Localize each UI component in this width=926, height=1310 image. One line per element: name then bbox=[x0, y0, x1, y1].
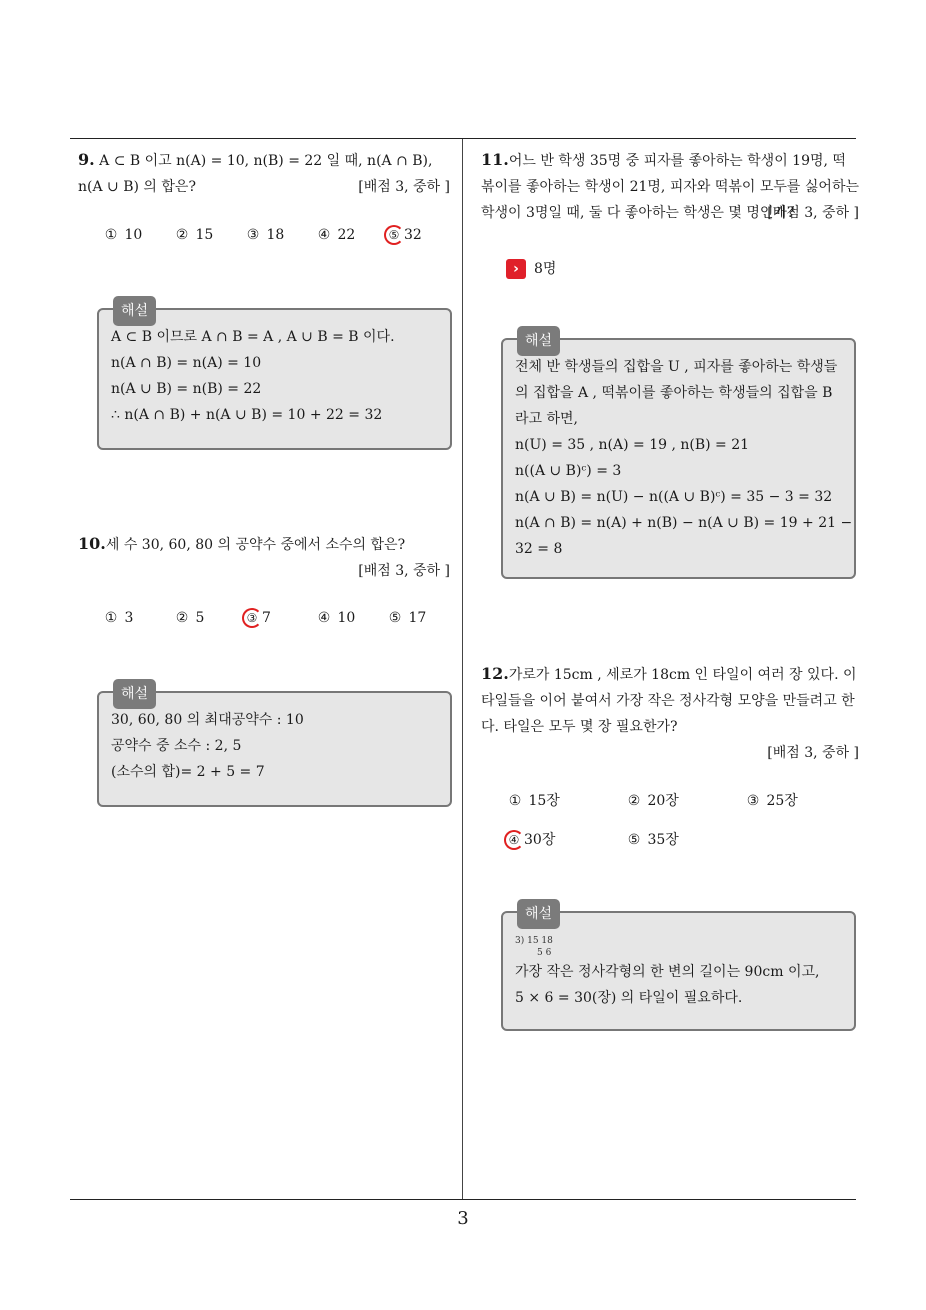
question-number: 11. bbox=[481, 150, 509, 169]
solution-line: A ⊂ B 이므로 A ∩ B = A , A ∪ B = B 이다. bbox=[111, 329, 395, 345]
question-meta: [배점 3, 중하 ] bbox=[767, 205, 859, 221]
chevron-right-icon: › bbox=[506, 259, 526, 279]
question-text: 가로가 15cm , 세로가 18cm 인 타일이 여러 장 있다. 이 타일들을 이어 붙여서 가장 작은 정사각형 모양을 만들려고 한다. 타일은 모두 몇 장 필요한가? bbox=[481, 667, 857, 735]
choice-2[interactable]: ② 20장 bbox=[627, 793, 679, 809]
solution-line: n(U) = 35 , n(A) = 19 , n(B) = 21 bbox=[515, 437, 750, 453]
choice-4[interactable]: ④ 22 bbox=[317, 227, 356, 243]
question-text: 세 수 30, 60, 80 의 공약수 중에서 소수의 합은? bbox=[105, 537, 406, 553]
choice-3-correct[interactable]: ③ 7 bbox=[244, 610, 271, 628]
choice-3[interactable]: ③ 25장 bbox=[746, 793, 798, 809]
question-number: 9. bbox=[78, 150, 95, 169]
choice-5[interactable]: ⑤ 17 bbox=[388, 610, 427, 626]
division-line-1: 3) 15 18 bbox=[515, 936, 553, 946]
solution-label: 해설 bbox=[113, 679, 156, 709]
solution-line: 공약수 중 소수 : 2, 5 bbox=[111, 738, 242, 754]
solution-line: 30, 60, 80 의 최대공약수 : 10 bbox=[111, 712, 304, 728]
choices-q12-row2 bbox=[506, 829, 846, 853]
question-9 bbox=[78, 147, 450, 200]
solution-label: 해설 bbox=[517, 899, 560, 929]
choice-4-correct[interactable]: ④ 30장 bbox=[506, 829, 555, 850]
answer-value: 8명 bbox=[534, 261, 557, 277]
choice-5[interactable]: ⑤ 35장 bbox=[627, 832, 679, 848]
bottom-rule bbox=[70, 1199, 856, 1200]
solution-line: 가장 작은 정사각형의 한 변의 길이는 90cm 이고, bbox=[515, 964, 820, 980]
division-line-2: 5 6 bbox=[537, 948, 552, 958]
solution-label: 해설 bbox=[517, 326, 560, 356]
choices-q10 bbox=[102, 610, 442, 634]
question-text: 어느 반 학생 35명 중 피자를 좋아하는 학생이 19명, 떡볶이를 좋아하는 학생이 21명, 피자와 떡볶이 모두를 싫어하는 학생이 3명일 때, 둘 다 좋아하는 학생은 몇 명인가? bbox=[481, 153, 859, 221]
choice-2[interactable]: ② 15 bbox=[175, 227, 214, 243]
solution-line: ∴ n(A ∩ B) + n(A ∪ B) = 10 + 22 = 32 bbox=[111, 407, 383, 423]
question-11 bbox=[481, 147, 859, 226]
choice-4[interactable]: ④ 10 bbox=[317, 610, 356, 626]
question-10 bbox=[78, 531, 450, 584]
solution-label: 해설 bbox=[113, 296, 156, 326]
choice-1[interactable]: ① 3 bbox=[104, 610, 134, 626]
solution-line: 32 = 8 bbox=[515, 541, 563, 557]
question-text: A ⊂ B 이고 n(A) = 10, n(B) = 22 일 때, n(A ∩ B), n(A ∪ B) 의 합은? bbox=[78, 153, 433, 195]
choice-2[interactable]: ② 5 bbox=[175, 610, 205, 626]
solution-line: n(A ∪ B) = n(U) − n((A ∪ B)ᶜ) = 35 − 3 = 32 bbox=[515, 489, 833, 505]
choices-q12-row1 bbox=[506, 790, 846, 814]
question-12 bbox=[481, 661, 859, 766]
solution-line: n(A ∩ B) = n(A) + n(B) − n(A ∪ B) = 19 + 21 − bbox=[515, 515, 853, 531]
solution-box-q9 bbox=[97, 303, 452, 450]
question-number: 12. bbox=[481, 664, 509, 683]
solution-line: (소수의 합)= 2 + 5 = 7 bbox=[111, 764, 265, 780]
answer-q11 bbox=[506, 256, 556, 282]
top-rule bbox=[70, 138, 856, 139]
solution-box-q10 bbox=[97, 686, 452, 807]
column-divider bbox=[462, 139, 463, 1199]
choices-q9 bbox=[102, 227, 442, 251]
solution-intro: 전체 반 학생들의 집합을 U , 피자를 좋아하는 학생들의 집합을 A , 떡볶이를 좋아하는 학생들의 집합을 B 라고 하면, bbox=[515, 359, 838, 427]
choice-1[interactable]: ① 15장 bbox=[508, 793, 560, 809]
question-meta: [배점 3, 중하 ] bbox=[358, 179, 450, 195]
solution-line: 5 × 6 = 30(장) 의 타일이 필요하다. bbox=[515, 990, 743, 1006]
page-number: 3 bbox=[457, 1208, 469, 1229]
solution-box-q12 bbox=[501, 906, 856, 1031]
choice-5-correct[interactable]: ⑤ 32 bbox=[386, 227, 422, 245]
question-meta: [배점 3, 중하 ] bbox=[358, 563, 450, 579]
choice-1[interactable]: ① 10 bbox=[104, 227, 143, 243]
choice-3[interactable]: ③ 18 bbox=[246, 227, 285, 243]
question-number: 10. bbox=[78, 534, 106, 553]
solution-line: n(A ∩ B) = n(A) = 10 bbox=[111, 355, 262, 371]
question-meta: [배점 3, 중하 ] bbox=[767, 745, 859, 761]
solution-box-q11 bbox=[501, 333, 856, 579]
solution-line: n((A ∪ B)ᶜ) = 3 bbox=[515, 463, 622, 479]
solution-line: n(A ∪ B) = n(B) = 22 bbox=[111, 381, 262, 397]
